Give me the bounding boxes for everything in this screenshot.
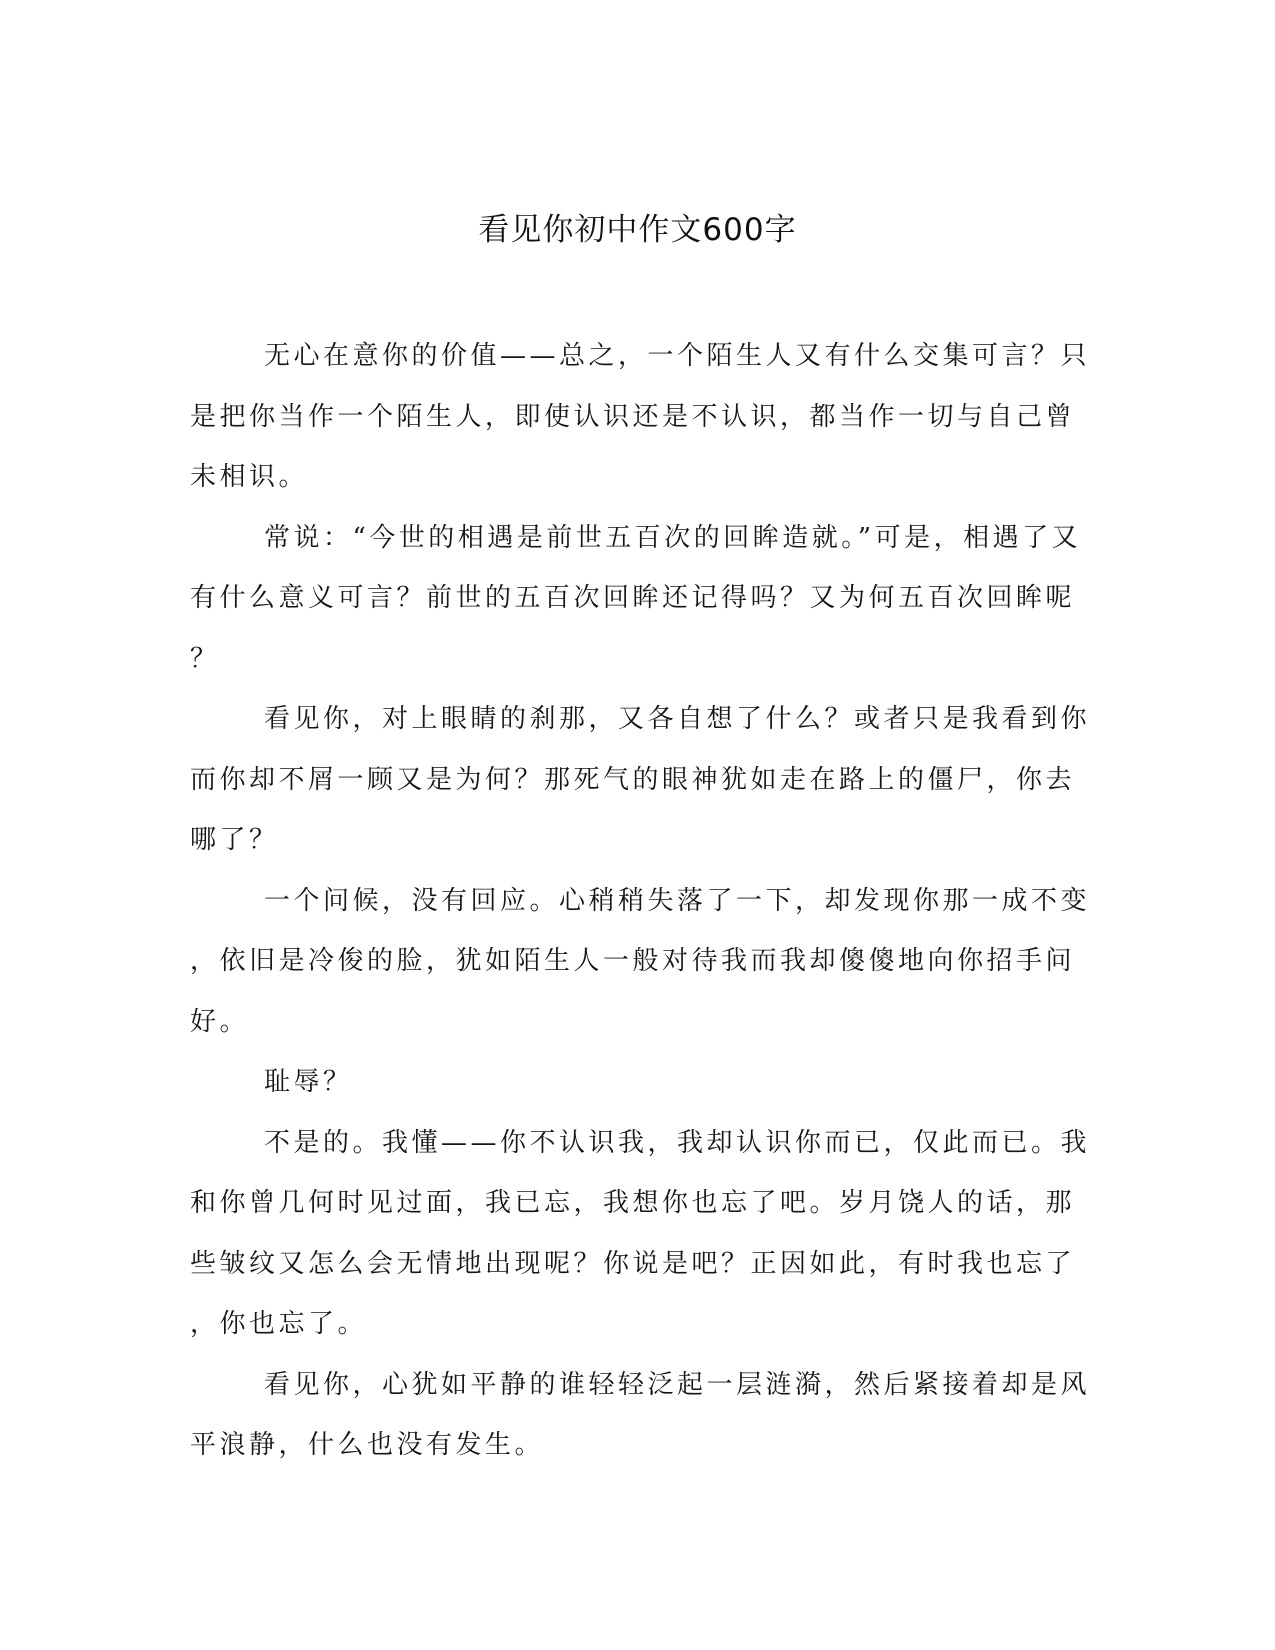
paragraph-line: 而你却不屑一顾又是为何？那死气的眼神犹如走在路上的僵尸，你去: [190, 764, 1076, 795]
paragraph-line: 是把你当作一个陌生人，即使认识还是不认识，都当作一切与自己曾: [190, 401, 1076, 432]
paragraph-line: 和你曾几何时见过面，我已忘，我想你也忘了吧。岁月饶人的话，那: [190, 1188, 1076, 1218]
paragraph-line: 常说：“今世的相遇是前世五百次的回眸造就。”可是，相遇了又: [264, 522, 1082, 553]
paragraph-line: ，依旧是冷俊的脸，犹如陌生人一般对待我而我却傻傻地向你招手问: [190, 946, 1076, 976]
document-body: [190, 326, 1091, 1476]
paragraph-7: [190, 1355, 1091, 1476]
paragraph-line: 些皱纹又怎么会无情地出现呢？你说是吧？正因如此，有时我也忘了: [190, 1248, 1076, 1279]
paragraph-line: 一个问候，没有回应。心稍稍失落了一下，却发现你那一成不变: [264, 885, 1091, 916]
paragraph-line: ，你也忘了。: [190, 1309, 368, 1339]
paragraph-2: [190, 508, 1082, 690]
paragraph-6: [190, 1113, 1091, 1355]
document-title: 看见你初中作文600字: [478, 212, 797, 248]
paragraph-line: 好。: [190, 1006, 250, 1037]
paragraph-line: 不是的。我懂——你不认识我，我却认识你而已，仅此而已。我: [264, 1127, 1091, 1158]
paragraph-line: ？: [190, 643, 220, 674]
paragraph-line: 看见你，对上眼睛的刹那，又各自想了什么？或者只是我看到你: [264, 704, 1091, 734]
paragraph-line: 未相识。: [190, 462, 309, 492]
paragraph-line: 有什么意义可言？前世的五百次回眸还记得吗？又为何五百次回眸呢: [190, 583, 1076, 613]
paragraph-line: 耻辱？: [264, 1067, 353, 1097]
paragraph-5: [190, 1052, 1072, 1113]
paragraph-1: [190, 326, 1091, 508]
paragraph-line: 平浪静，什么也没有发生。: [190, 1430, 545, 1460]
paragraph-4: [190, 871, 1091, 1053]
paragraph-line: 哪了？: [190, 825, 279, 855]
paragraph-line: 看见你，心犹如平静的谁轻轻泛起一层涟漪，然后紧接着却是风: [264, 1369, 1091, 1400]
paragraph-3: [190, 689, 1091, 871]
paragraph-line: 无心在意你的价值——总之，一个陌生人又有什么交集可言？只: [264, 341, 1091, 371]
